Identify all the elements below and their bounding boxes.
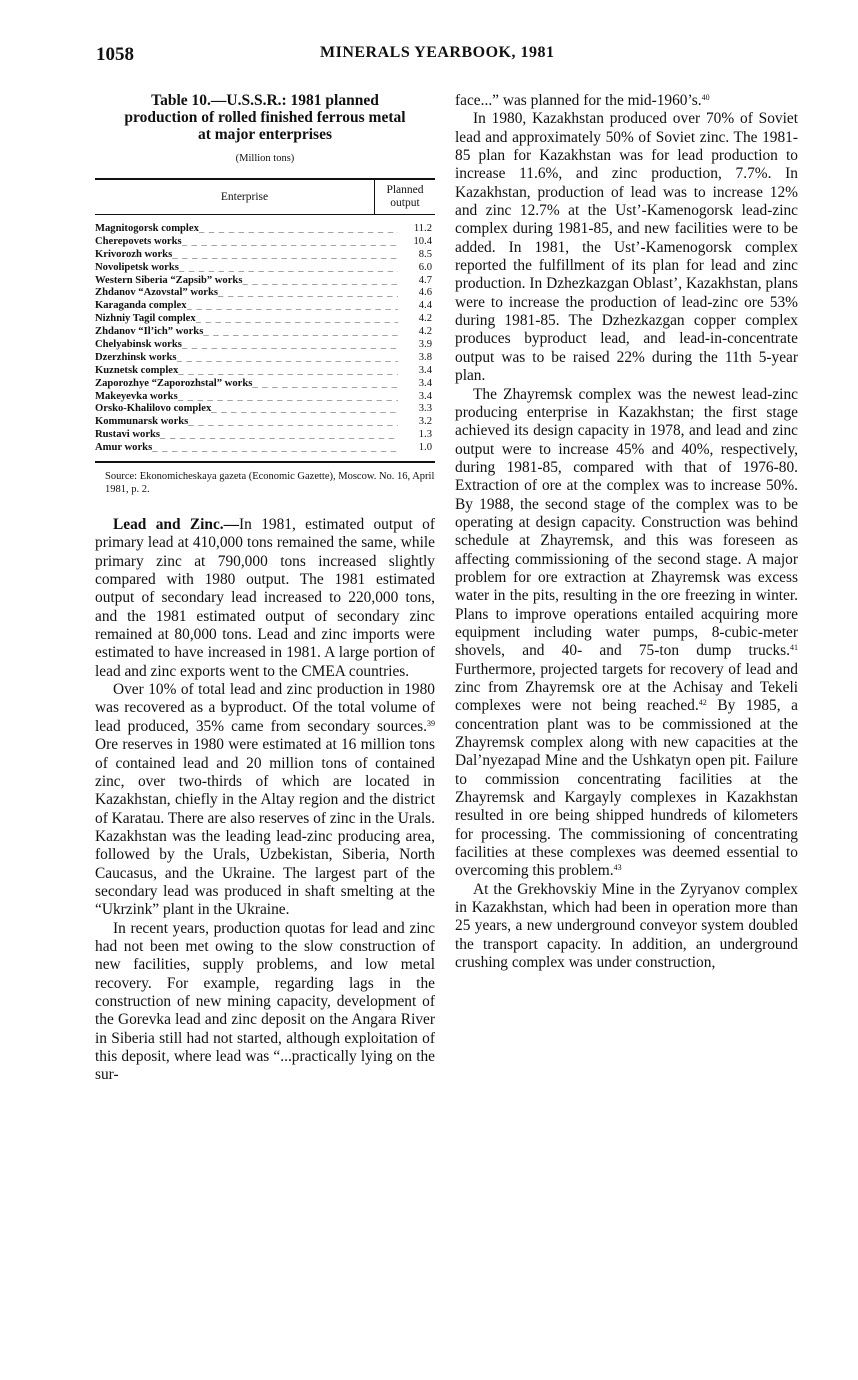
planned-output-value: 4.2 [418, 313, 432, 325]
section-heading-lead-and-zinc: Lead and Zinc.— [113, 516, 240, 534]
paragraph-grekhovskiy: At the Grekhovskiy Mine in the Zyryanov complex in Kazakhstan, which had been in operation more than 25 years, a new underground conveyor system doubled the transport capacity. In addition, an underground crushing complex was under construction, [455, 880, 798, 972]
table-row [95, 287, 435, 300]
leader-dots [218, 287, 398, 300]
planned-output-value: 4.7 [418, 274, 432, 286]
right-column [455, 92, 798, 973]
table-row [95, 313, 435, 326]
footnote-ref: 40 [701, 93, 710, 102]
leader-dots [178, 365, 398, 378]
leader-dots [182, 236, 398, 249]
enterprise-name: Western Siberia “Zapsib” works [95, 274, 243, 286]
table-row [95, 378, 435, 391]
leader-dots [188, 416, 398, 429]
enterprise-name: Kommunarsk works [95, 416, 189, 428]
table-units: (Million tons) [235, 153, 295, 164]
page-number: 1058 [96, 44, 134, 65]
leader-dots [199, 223, 398, 236]
leader-dots [152, 442, 398, 455]
paragraph-production-quotas: In recent years, production quotas for lead and zinc had not been met owing to the slow construction of new facilities, supply problems, and low metal recovery. For example, regarding lags in the construction of new mining capacity, development of the Gorevka lead and zinc deposit on the Angara River in Siberia still had not started, although exploitation of this deposit, where lead was “...practically lying on the sur- [95, 919, 435, 1084]
planned-output-value: 3.4 [418, 377, 432, 389]
leader-dots [177, 352, 398, 365]
leader-dots [178, 391, 398, 404]
enterprise-name: Magnitogorsk complex [95, 223, 199, 234]
table-header [95, 178, 435, 215]
enterprise-name: Amur works [95, 442, 153, 454]
enterprise-name: Dzerzhinsk works [95, 351, 177, 363]
table-row [95, 300, 435, 313]
paragraph-continued: face...” was planned for the mid-1960’s.$^{40}$ [455, 92, 710, 109]
planned-output-value: 4.6 [418, 287, 432, 299]
table-row [95, 352, 435, 365]
enterprise-name: Novolipetsk works [95, 261, 179, 273]
enterprise-name: Makeyevka works [95, 390, 178, 402]
planned-output-value: 10.4 [413, 235, 432, 247]
table-row [95, 391, 435, 404]
table-row [95, 403, 435, 416]
footnote-ref: 41 [790, 643, 798, 653]
planned-output-value: 3.9 [418, 339, 432, 351]
leader-dots [179, 262, 398, 275]
planned-output-value: 4.2 [418, 326, 432, 338]
paragraph-zhayremsk: The Zhayremsk complex was the newest lead-zinc producing enterprise in Kazakhstan; the first stage achieved its design capacity in 1978, and lead and zinc output were to increase 45% and 40%, respectively, during 1981-85, compared with that of 1976-80. Extraction of ore at the complex was to increase 50%. By 1988, the second stage of the complex was to be operating at design capacity. Construction was behind schedule at Zhayremsk, and this was foreseen as affecting commissioning of the second stage. A major problem for ore extraction at Zhayremsk was excess water in the pits, resulting in the ore freezing in winter. Plans to improve operations entailed acquiring more equipment including water pumps, 8-cubic-meter shovels, and 40- and 75-ton dump trucks.$^{41}$ Furthermore, projected targets for recovery of lead and zinc from Zhayremsk ore at the Achisay and Tekeli complexes were not being reached.$^{42}$ By 1985, a concentration plant was to be commissioned at the Zhayremsk complex along with new capacities at the Dal’nyezapad Mine and the Ushkatyn open pit. Failure to commission concentrating facilities at the Zhayremsk and Kargayly complexes in Kazakhstan resulted in ore being shipped hundreds of kilometers for processing. The commissioning of concentrating facilities at these complexes was deemed essential to overcoming this problem.$^{43}$ [455, 385, 799, 880]
enterprise-name: Zhdanov “Il’ich” works [95, 326, 204, 338]
table-row [95, 236, 435, 249]
table-row [95, 442, 435, 455]
table-10 [95, 92, 435, 496]
leader-dots [242, 275, 398, 288]
leader-dots [203, 326, 398, 339]
paragraph-lead-and-zinc: Lead and Zinc.—In 1981, estimated output of primary lead at 410,000 tons remained the same, while primary zinc at 790,000 tons increased slightly compared with 1980 output. The 1981 estimated output of secondary lead increased to 220,000 tons, and the 1981 estimated output of secondary zinc remained at 80,000 tons. Lead and zinc imports were estimated to have increased in 1981. A large portion of lead and zinc exports went to the CMEA countries. [95, 516, 435, 680]
table-source-note: Source: Ekonomicheskaya gazeta (Economic Gazette), Moscow. No. 16, April 1981, p. 2. [105, 471, 435, 495]
left-column [95, 92, 435, 1085]
footnote-ref: 42 [698, 698, 707, 708]
planned-output-value: 3.3 [418, 403, 432, 415]
leader-dots [252, 378, 398, 391]
table-row [95, 429, 435, 442]
planned-output-value: 1.3 [418, 429, 432, 441]
enterprise-name: Krivorozh works [95, 248, 173, 260]
table-row [95, 339, 435, 352]
enterprise-name: Nizhniy Tagil complex [95, 313, 196, 325]
leader-dots [160, 429, 398, 442]
planned-output-value: 1.0 [418, 442, 432, 454]
table-body [95, 215, 435, 463]
planned-output-value: 6.0 [418, 261, 432, 273]
paragraph-byproduct: Over 10% of total lead and zinc production in 1980 was recovered as a byproduct. Of the total volume of lead produced, 35% came from secondary sources.$^{39}$ Ore reserves in 1980 were estimated at 16 million tons of contained lead and 20 million tons of contained zinc, over two-thirds of which are located in Kazakhstan, chiefly in the Altay region and the district of Karatau. There are also reserves of zinc in the Urals. Kazakhstan was the leading lead-zinc producing area, followed by the Urals, Uzbekistan, Siberia, North Caucasus, and the Ukraine. The largest part of the secondary lead was produced in shaft smelting at the “Ukrzink” plant in the Ukraine. [95, 681, 435, 919]
table-row [95, 249, 435, 262]
enterprise-name: Zhdanov “Azovstal” works [95, 287, 219, 299]
table-row [95, 326, 435, 339]
enterprise-name: Orsko-Khalilovo complex [95, 403, 212, 415]
table-row [95, 223, 435, 236]
planned-output-value: 11.2 [413, 223, 432, 234]
enterprise-name: Chelyabinsk works [95, 339, 182, 351]
enterprise-name: Rustavi works [95, 429, 161, 441]
leader-dots [182, 339, 398, 352]
table-row [95, 416, 435, 429]
running-title: MINERALS YEARBOOK, 1981 [320, 44, 555, 61]
planned-output-value: 3.8 [418, 351, 432, 363]
leader-dots [211, 403, 398, 416]
paragraph-kazakhstan: In 1980, Kazakhstan produced over 70% of Soviet lead and approximately 50% of Soviet zinc. The 1981-85 plan for Kazakhstan was for lead production to increase 11.6%, and zinc production, 7.7%. In Kazakhstan, production of lead was to increase 12% and zinc 12.7% at the Ust’-Kamenogorsk lead-zinc complex during 1981-85, and new facilities were to be added. In 1981, the Ust’-Kamenogorsk complex reported the fulfillment of its plan for lead and zinc production. In Dzhezkazgan Oblast’, Kazakhstan, plans were to increase the production of lead-zinc ore 53% during 1981-85. The Dzhezkazgan copper complex produces byproduct lead, and lead-in-concentrate output was to be raised 22% during the 11th 5-year plan. [455, 110, 798, 385]
table-title: Table 10.—U.S.S.R.: 1981 planned production of rolled finished ferrous metal at major enterprises [124, 92, 406, 143]
enterprise-name: Karaganda complex [95, 300, 187, 312]
table-row [95, 262, 435, 275]
leader-dots [196, 313, 398, 326]
footnote-ref: 39 [427, 718, 435, 728]
footnote-ref: 43 [613, 863, 622, 873]
enterprise-name: Kuznetsk complex [95, 364, 179, 376]
leader-dots [172, 249, 398, 262]
table-row [95, 365, 435, 378]
enterprise-name: Cherepovets works [95, 235, 182, 247]
table-row [95, 275, 435, 288]
column-header-enterprise: Enterprise [220, 191, 269, 203]
planned-output-value: 4.4 [418, 300, 432, 312]
column-header-planned-output: Planned output [374, 180, 435, 214]
leader-dots [187, 300, 398, 313]
planned-output-value: 3.4 [418, 390, 432, 402]
enterprise-name: Zaporozhye “Zaporozhstal” works [95, 377, 253, 389]
planned-output-value: 8.5 [418, 248, 432, 260]
planned-output-value: 3.4 [418, 364, 432, 376]
planned-output-value: 3.2 [418, 416, 432, 428]
